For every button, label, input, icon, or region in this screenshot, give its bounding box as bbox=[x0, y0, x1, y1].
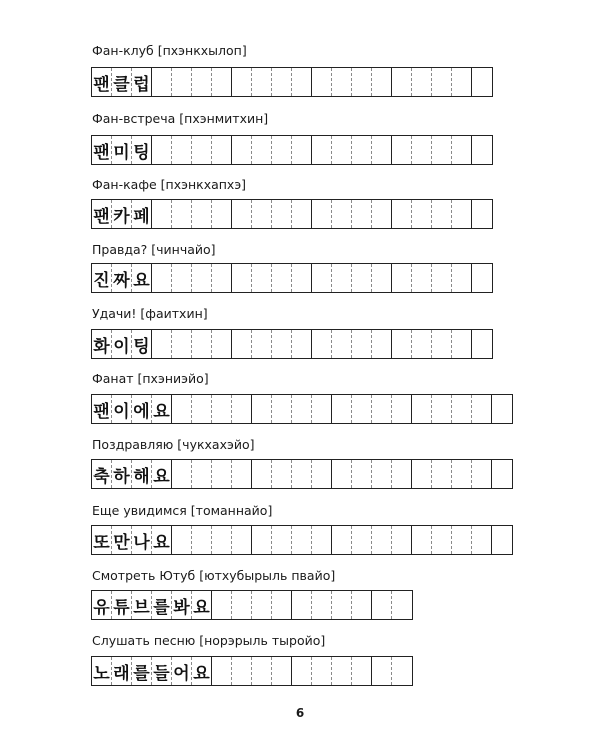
practice-cell[interactable] bbox=[212, 395, 232, 423]
practice-cell[interactable] bbox=[432, 395, 452, 423]
hangul-syllable: 요 bbox=[152, 395, 172, 423]
hangul-syllable: 축 bbox=[92, 460, 112, 488]
hangul-syllable: 하 bbox=[112, 460, 132, 488]
practice-cell[interactable] bbox=[492, 395, 512, 423]
word-label: Фан-кафе [пхэнкхапхэ] bbox=[92, 177, 247, 192]
practice-cell[interactable] bbox=[232, 136, 252, 164]
practice-cell[interactable] bbox=[312, 657, 332, 685]
hangul-syllable: 또 bbox=[92, 526, 112, 554]
practice-cell[interactable] bbox=[392, 68, 412, 96]
practice-cell[interactable] bbox=[372, 136, 392, 164]
hangul-syllable: 브 bbox=[132, 591, 152, 619]
practice-cell[interactable] bbox=[372, 330, 392, 358]
hangul-syllable: 나 bbox=[132, 526, 152, 554]
practice-cell[interactable] bbox=[172, 136, 192, 164]
practice-cell[interactable] bbox=[412, 200, 432, 228]
practice-cell[interactable] bbox=[292, 591, 312, 619]
practice-cell[interactable] bbox=[252, 657, 272, 685]
practice-cell[interactable] bbox=[212, 460, 232, 488]
practice-cell[interactable] bbox=[472, 395, 492, 423]
practice-cell[interactable] bbox=[372, 460, 392, 488]
practice-cell[interactable] bbox=[152, 136, 172, 164]
hangul-syllable: 클 bbox=[112, 68, 132, 96]
practice-cell[interactable] bbox=[452, 526, 472, 554]
practice-cell[interactable] bbox=[292, 657, 312, 685]
hangul-syllable: 페 bbox=[132, 200, 152, 228]
writing-grid bbox=[91, 135, 493, 165]
practice-cell[interactable] bbox=[332, 657, 352, 685]
practice-cell[interactable] bbox=[392, 136, 412, 164]
practice-cell[interactable] bbox=[212, 330, 232, 358]
hangul-syllable: 래 bbox=[112, 657, 132, 685]
hangul-syllable: 요 bbox=[192, 657, 212, 685]
practice-cell[interactable] bbox=[292, 526, 312, 554]
word-label: Удачи! [фаитхин] bbox=[92, 306, 208, 321]
practice-cell[interactable] bbox=[372, 200, 392, 228]
practice-cell[interactable] bbox=[212, 657, 232, 685]
hangul-syllable: 요 bbox=[152, 526, 172, 554]
practice-cell[interactable] bbox=[472, 68, 492, 96]
practice-cell[interactable] bbox=[472, 330, 492, 358]
practice-cell[interactable] bbox=[272, 395, 292, 423]
practice-cell[interactable] bbox=[412, 526, 432, 554]
practice-cell[interactable] bbox=[172, 395, 192, 423]
practice-cell[interactable] bbox=[272, 657, 292, 685]
practice-cell[interactable] bbox=[392, 591, 412, 619]
practice-cell[interactable] bbox=[452, 330, 472, 358]
practice-cell[interactable] bbox=[472, 136, 492, 164]
practice-cell[interactable] bbox=[392, 526, 412, 554]
hangul-syllable: 유 bbox=[92, 591, 112, 619]
practice-cell[interactable] bbox=[412, 264, 432, 292]
writing-grid bbox=[91, 67, 493, 97]
practice-cell[interactable] bbox=[352, 395, 372, 423]
practice-cell[interactable] bbox=[272, 526, 292, 554]
practice-cell[interactable] bbox=[212, 200, 232, 228]
word-label: Слушать песню [норэрыль тыройо] bbox=[92, 633, 326, 648]
word-label: Смотреть Ютуб [ютхубырыль пвайо] bbox=[92, 568, 336, 583]
practice-cell[interactable] bbox=[192, 264, 212, 292]
hangul-syllable: 해 bbox=[132, 460, 152, 488]
practice-cell[interactable] bbox=[332, 460, 352, 488]
hangul-syllable: 어 bbox=[172, 657, 192, 685]
practice-cell[interactable] bbox=[252, 264, 272, 292]
practice-cell[interactable] bbox=[492, 460, 512, 488]
practice-cell[interactable] bbox=[172, 526, 192, 554]
practice-cell[interactable] bbox=[372, 395, 392, 423]
practice-cell[interactable] bbox=[192, 460, 212, 488]
hangul-syllable: 요 bbox=[192, 591, 212, 619]
practice-cell[interactable] bbox=[372, 264, 392, 292]
practice-cell[interactable] bbox=[412, 136, 432, 164]
hangul-syllable: 카 bbox=[112, 200, 132, 228]
practice-cell[interactable] bbox=[432, 526, 452, 554]
practice-cell[interactable] bbox=[292, 264, 312, 292]
practice-cell[interactable] bbox=[372, 657, 392, 685]
practice-cell[interactable] bbox=[352, 136, 372, 164]
practice-cell[interactable] bbox=[232, 395, 252, 423]
practice-cell[interactable] bbox=[232, 330, 252, 358]
practice-cell[interactable] bbox=[212, 136, 232, 164]
practice-cell[interactable] bbox=[332, 591, 352, 619]
hangul-syllable: 노 bbox=[92, 657, 112, 685]
word-label: Фанат [пхэниэйо] bbox=[92, 371, 209, 386]
hangul-syllable: 를 bbox=[152, 591, 172, 619]
practice-cell[interactable] bbox=[452, 460, 472, 488]
practice-cell[interactable] bbox=[312, 330, 332, 358]
practice-cell[interactable] bbox=[272, 200, 292, 228]
practice-cell[interactable] bbox=[312, 526, 332, 554]
practice-cell[interactable] bbox=[292, 200, 312, 228]
writing-grid bbox=[91, 394, 513, 424]
practice-cell[interactable] bbox=[312, 591, 332, 619]
word-label: Фан-клуб [пхэнкхылоп] bbox=[92, 43, 247, 58]
hangul-syllable: 미 bbox=[112, 136, 132, 164]
hangul-syllable: 이 bbox=[112, 395, 132, 423]
practice-cell[interactable] bbox=[212, 264, 232, 292]
practice-cell[interactable] bbox=[372, 591, 392, 619]
practice-cell[interactable] bbox=[192, 526, 212, 554]
hangul-syllable: 럽 bbox=[132, 68, 152, 96]
practice-cell[interactable] bbox=[232, 526, 252, 554]
practice-cell[interactable] bbox=[352, 591, 372, 619]
practice-cell[interactable] bbox=[212, 526, 232, 554]
practice-cell[interactable] bbox=[232, 591, 252, 619]
hangul-syllable: 팅 bbox=[132, 330, 152, 358]
practice-cell[interactable] bbox=[272, 330, 292, 358]
practice-cell[interactable] bbox=[372, 526, 392, 554]
practice-cell[interactable] bbox=[232, 264, 252, 292]
practice-cell[interactable] bbox=[432, 68, 452, 96]
word-label: Еще увидимся [томаннайо] bbox=[92, 503, 273, 518]
practice-cell[interactable] bbox=[432, 264, 452, 292]
hangul-syllable: 진 bbox=[92, 264, 112, 292]
practice-cell[interactable] bbox=[332, 395, 352, 423]
practice-cell[interactable] bbox=[432, 200, 452, 228]
practice-cell[interactable] bbox=[352, 460, 372, 488]
practice-cell[interactable] bbox=[332, 264, 352, 292]
practice-cell[interactable] bbox=[412, 330, 432, 358]
hangul-syllable: 팬 bbox=[92, 395, 112, 423]
practice-cell[interactable] bbox=[192, 330, 212, 358]
practice-cell[interactable] bbox=[472, 264, 492, 292]
practice-cell[interactable] bbox=[412, 460, 432, 488]
practice-cell[interactable] bbox=[252, 460, 272, 488]
hangul-syllable: 이 bbox=[112, 330, 132, 358]
hangul-syllable: 요 bbox=[132, 264, 152, 292]
practice-cell[interactable] bbox=[152, 330, 172, 358]
practice-cell[interactable] bbox=[192, 200, 212, 228]
writing-grid bbox=[91, 199, 493, 229]
hangul-syllable: 를 bbox=[132, 657, 152, 685]
practice-cell[interactable] bbox=[392, 460, 412, 488]
practice-cell[interactable] bbox=[252, 526, 272, 554]
practice-cell[interactable] bbox=[312, 136, 332, 164]
practice-cell[interactable] bbox=[212, 591, 232, 619]
practice-cell[interactable] bbox=[392, 264, 412, 292]
practice-cell[interactable] bbox=[312, 200, 332, 228]
practice-cell[interactable] bbox=[292, 136, 312, 164]
practice-cell[interactable] bbox=[292, 330, 312, 358]
practice-cell[interactable] bbox=[252, 395, 272, 423]
practice-cell[interactable] bbox=[252, 330, 272, 358]
practice-cell[interactable] bbox=[352, 330, 372, 358]
practice-cell[interactable] bbox=[312, 460, 332, 488]
practice-cell[interactable] bbox=[412, 395, 432, 423]
practice-cell[interactable] bbox=[352, 200, 372, 228]
practice-cell[interactable] bbox=[392, 657, 412, 685]
page-number: 6 bbox=[295, 706, 305, 720]
hangul-syllable: 팬 bbox=[92, 200, 112, 228]
practice-cell[interactable] bbox=[192, 68, 212, 96]
practice-cell[interactable] bbox=[172, 264, 192, 292]
practice-cell[interactable] bbox=[312, 395, 332, 423]
practice-cell[interactable] bbox=[232, 657, 252, 685]
practice-cell[interactable] bbox=[292, 395, 312, 423]
writing-grid bbox=[91, 590, 413, 620]
practice-cell[interactable] bbox=[392, 395, 412, 423]
practice-cell[interactable] bbox=[172, 200, 192, 228]
practice-cell[interactable] bbox=[392, 330, 412, 358]
practice-cell[interactable] bbox=[452, 264, 472, 292]
practice-cell[interactable] bbox=[292, 68, 312, 96]
practice-cell[interactable] bbox=[252, 68, 272, 96]
practice-cell[interactable] bbox=[252, 200, 272, 228]
hangul-syllable: 봐 bbox=[172, 591, 192, 619]
practice-cell[interactable] bbox=[452, 200, 472, 228]
hangul-syllable: 들 bbox=[152, 657, 172, 685]
practice-cell[interactable] bbox=[272, 264, 292, 292]
practice-cell[interactable] bbox=[352, 657, 372, 685]
practice-cell[interactable] bbox=[392, 200, 412, 228]
practice-cell[interactable] bbox=[232, 460, 252, 488]
practice-cell[interactable] bbox=[312, 264, 332, 292]
writing-grid bbox=[91, 459, 513, 489]
practice-cell[interactable] bbox=[272, 68, 292, 96]
practice-cell[interactable] bbox=[432, 136, 452, 164]
writing-grid bbox=[91, 329, 493, 359]
practice-cell[interactable] bbox=[252, 136, 272, 164]
hangul-syllable: 만 bbox=[112, 526, 132, 554]
practice-cell[interactable] bbox=[432, 460, 452, 488]
practice-cell[interactable] bbox=[172, 330, 192, 358]
practice-cell[interactable] bbox=[332, 330, 352, 358]
practice-cell[interactable] bbox=[332, 136, 352, 164]
practice-cell[interactable] bbox=[272, 136, 292, 164]
practice-cell[interactable] bbox=[232, 68, 252, 96]
practice-cell[interactable] bbox=[152, 264, 172, 292]
practice-cell[interactable] bbox=[252, 591, 272, 619]
practice-cell[interactable] bbox=[192, 395, 212, 423]
practice-cell[interactable] bbox=[232, 200, 252, 228]
writing-grid bbox=[91, 263, 493, 293]
hangul-syllable: 요 bbox=[152, 460, 172, 488]
word-label: Фан-встреча [пхэнмитхин] bbox=[92, 111, 269, 126]
word-label: Правда? [чинчайо] bbox=[92, 242, 216, 257]
practice-cell[interactable] bbox=[332, 200, 352, 228]
writing-grid bbox=[91, 656, 413, 686]
hangul-syllable: 팬 bbox=[92, 136, 112, 164]
practice-cell[interactable] bbox=[292, 460, 312, 488]
writing-grid bbox=[91, 525, 513, 555]
practice-cell[interactable] bbox=[192, 136, 212, 164]
practice-cell[interactable] bbox=[332, 68, 352, 96]
practice-cell[interactable] bbox=[412, 68, 432, 96]
practice-cell[interactable] bbox=[432, 330, 452, 358]
practice-cell[interactable] bbox=[352, 68, 372, 96]
practice-cell[interactable] bbox=[452, 395, 472, 423]
practice-cell[interactable] bbox=[212, 68, 232, 96]
practice-cell[interactable] bbox=[332, 526, 352, 554]
hangul-syllable: 튜 bbox=[112, 591, 132, 619]
practice-cell[interactable] bbox=[272, 591, 292, 619]
practice-cell[interactable] bbox=[472, 200, 492, 228]
practice-cell[interactable] bbox=[352, 526, 372, 554]
word-label: Поздравляю [чукхахэйо] bbox=[92, 437, 255, 452]
practice-cell[interactable] bbox=[272, 460, 292, 488]
practice-cell[interactable] bbox=[452, 136, 472, 164]
practice-cell[interactable] bbox=[372, 68, 392, 96]
practice-cell[interactable] bbox=[312, 68, 332, 96]
practice-cell[interactable] bbox=[352, 264, 372, 292]
practice-cell[interactable] bbox=[152, 68, 172, 96]
hangul-syllable: 짜 bbox=[112, 264, 132, 292]
practice-cell[interactable] bbox=[172, 68, 192, 96]
hangul-syllable: 화 bbox=[92, 330, 112, 358]
hangul-syllable: 팅 bbox=[132, 136, 152, 164]
practice-cell[interactable] bbox=[472, 460, 492, 488]
practice-cell[interactable] bbox=[452, 68, 472, 96]
practice-cell[interactable] bbox=[172, 460, 192, 488]
practice-cell[interactable] bbox=[492, 526, 512, 554]
hangul-syllable: 에 bbox=[132, 395, 152, 423]
practice-cell[interactable] bbox=[152, 200, 172, 228]
practice-cell[interactable] bbox=[472, 526, 492, 554]
hangul-syllable: 팬 bbox=[92, 68, 112, 96]
